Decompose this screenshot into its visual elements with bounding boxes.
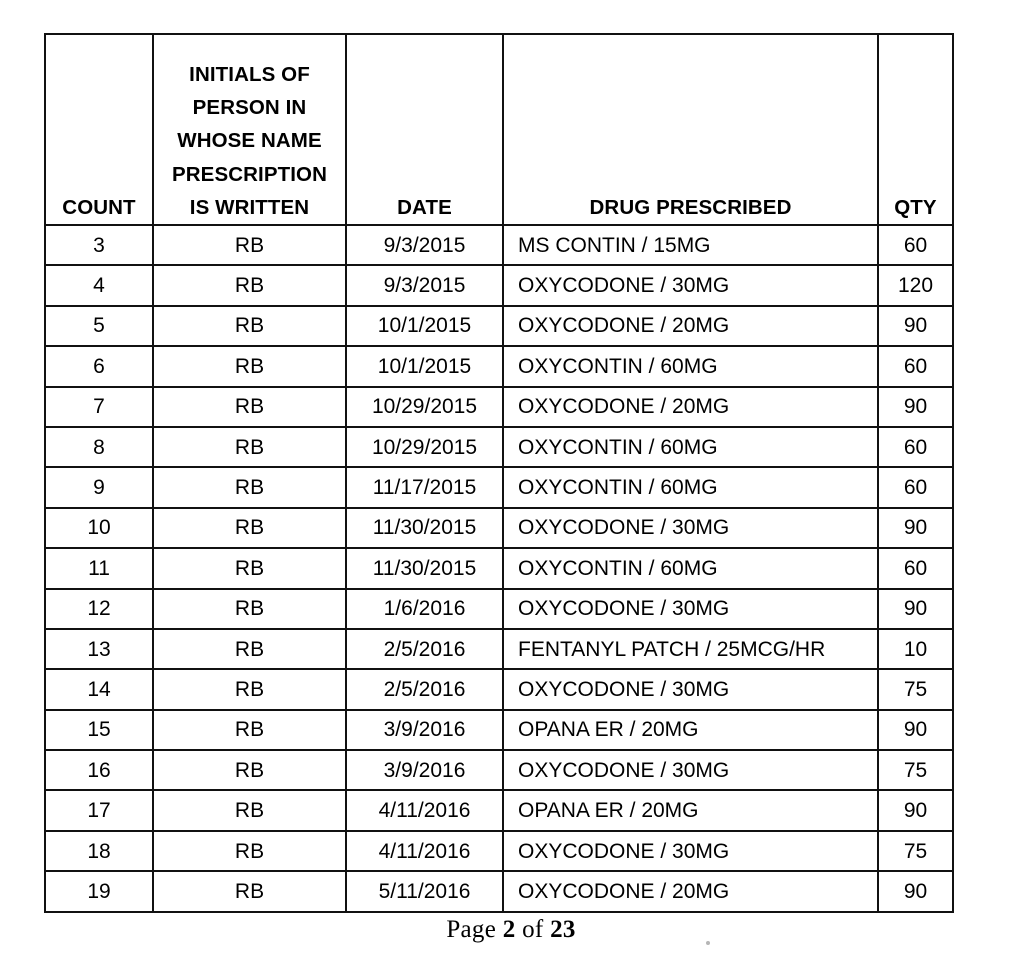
cell-drug: OXYCODONE / 30MG: [503, 831, 878, 871]
cell-date: 10/29/2015: [346, 427, 503, 467]
cell-drug: MS CONTIN / 15MG: [503, 225, 878, 265]
table-header: [45, 34, 953, 225]
cell-date: 4/11/2016: [346, 831, 503, 871]
cell-date: 2/5/2016: [346, 669, 503, 709]
cell-qty: 60: [878, 225, 953, 265]
cell-count: 15: [45, 710, 153, 750]
cell-count: 16: [45, 750, 153, 790]
column-header-date-lines: [347, 191, 502, 224]
cell-initials: RB: [153, 508, 346, 548]
cell-date: 3/9/2016: [346, 710, 503, 750]
cell-date: 2/5/2016: [346, 629, 503, 669]
table-row: [45, 225, 953, 265]
cell-count: 19: [45, 871, 153, 911]
header-line: DRUG PRESCRIBED: [589, 195, 792, 219]
table-row: [45, 710, 953, 750]
cell-date: 9/3/2015: [346, 265, 503, 305]
cell-date: 5/11/2016: [346, 871, 503, 911]
header-line: DATE: [397, 195, 452, 219]
cell-count: 3: [45, 225, 153, 265]
cell-initials: RB: [153, 306, 346, 346]
cell-count: 13: [45, 629, 153, 669]
header-line: COUNT: [62, 195, 136, 219]
cell-initials: RB: [153, 750, 346, 790]
column-header-initials-lines: [154, 58, 345, 224]
cell-initials: RB: [153, 346, 346, 386]
header-line: WHOSE NAME: [177, 129, 322, 153]
header-line: PERSON IN: [192, 96, 307, 120]
cell-drug: OXYCODONE / 30MG: [503, 750, 878, 790]
cell-count: 14: [45, 669, 153, 709]
header-line: QTY: [894, 195, 937, 219]
cell-count: 17: [45, 790, 153, 830]
table-row: [45, 467, 953, 507]
cell-qty: 60: [878, 548, 953, 588]
cell-qty: 90: [878, 710, 953, 750]
cell-qty: 90: [878, 306, 953, 346]
header-line: PRESCRIPTION: [172, 162, 327, 186]
cell-initials: RB: [153, 871, 346, 911]
cell-count: 5: [45, 306, 153, 346]
cell-count: 7: [45, 387, 153, 427]
footer-total-pages: 23: [550, 916, 576, 943]
cell-qty: 75: [878, 750, 953, 790]
cell-count: 8: [45, 427, 153, 467]
table-row: [45, 629, 953, 669]
cell-initials: RB: [153, 831, 346, 871]
cell-qty: 60: [878, 467, 953, 507]
cell-initials: RB: [153, 548, 346, 588]
table-header-row: [45, 34, 953, 225]
header-line: IS WRITTEN: [189, 195, 310, 219]
table-row: [45, 589, 953, 629]
cell-qty: 90: [878, 589, 953, 629]
cell-qty: 120: [878, 265, 953, 305]
header-line: INITIALS OF: [189, 62, 310, 86]
cell-drug: OPANA ER / 20MG: [503, 710, 878, 750]
footer-prefix: Page: [446, 916, 497, 943]
cell-drug: OXYCONTIN / 60MG: [503, 467, 878, 507]
footer-current-page: 2: [502, 916, 516, 943]
cell-date: 11/17/2015: [346, 467, 503, 507]
cell-qty: 75: [878, 831, 953, 871]
table-row: [45, 306, 953, 346]
cell-count: 18: [45, 831, 153, 871]
table-row: [45, 871, 953, 911]
table-body: [45, 225, 953, 912]
cell-initials: RB: [153, 387, 346, 427]
cell-qty: 75: [878, 669, 953, 709]
cell-initials: RB: [153, 265, 346, 305]
cell-date: 9/3/2015: [346, 225, 503, 265]
cell-date: 4/11/2016: [346, 790, 503, 830]
cell-initials: RB: [153, 427, 346, 467]
table-row: [45, 346, 953, 386]
cell-qty: 60: [878, 346, 953, 386]
table-row: [45, 265, 953, 305]
cell-date: 10/1/2015: [346, 306, 503, 346]
column-header-date: [346, 34, 503, 225]
cell-count: 6: [45, 346, 153, 386]
cell-count: 11: [45, 548, 153, 588]
cell-qty: 10: [878, 629, 953, 669]
column-header-drug-prescribed: [503, 34, 878, 225]
cell-initials: RB: [153, 629, 346, 669]
column-header-count-lines: [46, 191, 152, 224]
table-row: [45, 831, 953, 871]
cell-count: 10: [45, 508, 153, 548]
cell-drug: FENTANYL PATCH / 25MCG/HR: [503, 629, 878, 669]
column-header-qty-lines: [879, 191, 952, 224]
prescription-table: [44, 33, 954, 913]
footer-separator: of: [522, 916, 544, 943]
cell-initials: RB: [153, 589, 346, 629]
cell-date: 10/29/2015: [346, 387, 503, 427]
cell-drug: OXYCODONE / 30MG: [503, 669, 878, 709]
cell-drug: OXYCODONE / 30MG: [503, 508, 878, 548]
cell-date: 1/6/2016: [346, 589, 503, 629]
cell-qty: 90: [878, 387, 953, 427]
cell-drug: OXYCODONE / 30MG: [503, 265, 878, 305]
cell-initials: RB: [153, 467, 346, 507]
cell-qty: 90: [878, 790, 953, 830]
page-footer: [0, 916, 1022, 944]
cell-count: 12: [45, 589, 153, 629]
cell-drug: OXYCONTIN / 60MG: [503, 346, 878, 386]
table-row: [45, 669, 953, 709]
cell-drug: OXYCODONE / 20MG: [503, 387, 878, 427]
column-header-initials: [153, 34, 346, 225]
cell-initials: RB: [153, 225, 346, 265]
cell-qty: 90: [878, 508, 953, 548]
cell-initials: RB: [153, 790, 346, 830]
cell-drug: OPANA ER / 20MG: [503, 790, 878, 830]
cell-qty: 90: [878, 871, 953, 911]
column-header-drug-lines: [504, 191, 877, 224]
column-header-count: [45, 34, 153, 225]
cell-date: 11/30/2015: [346, 508, 503, 548]
cell-initials: RB: [153, 669, 346, 709]
table-row: [45, 427, 953, 467]
column-header-qty: [878, 34, 953, 225]
table-row: [45, 790, 953, 830]
cell-drug: OXYCODONE / 20MG: [503, 871, 878, 911]
cell-count: 9: [45, 467, 153, 507]
cell-initials: RB: [153, 710, 346, 750]
prescription-table-container: [44, 33, 952, 913]
cell-qty: 60: [878, 427, 953, 467]
cell-drug: OXYCONTIN / 60MG: [503, 427, 878, 467]
cell-date: 3/9/2016: [346, 750, 503, 790]
table-row: [45, 750, 953, 790]
cell-drug: OXYCODONE / 20MG: [503, 306, 878, 346]
cell-drug: OXYCONTIN / 60MG: [503, 548, 878, 588]
table-row: [45, 387, 953, 427]
table-row: [45, 548, 953, 588]
cell-drug: OXYCODONE / 30MG: [503, 589, 878, 629]
cell-count: 4: [45, 265, 153, 305]
table-row: [45, 508, 953, 548]
cell-date: 10/1/2015: [346, 346, 503, 386]
cell-date: 11/30/2015: [346, 548, 503, 588]
